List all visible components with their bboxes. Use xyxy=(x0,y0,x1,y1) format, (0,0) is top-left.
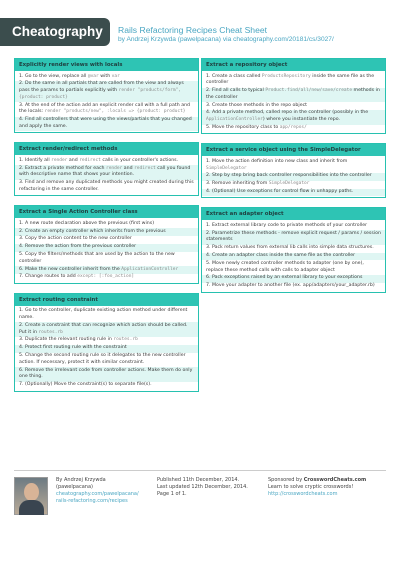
left-column xyxy=(14,58,199,401)
step-item: 5. Copy the filters/methods that are used by the action to the new controller xyxy=(19,252,175,264)
section-heading: Extract render/redirect methods xyxy=(15,143,198,155)
code-snippet: SimpleDelegator xyxy=(206,165,247,171)
code-snippet: ApplicationController xyxy=(121,266,179,272)
code-snippet: Product.find/all/new/save/create xyxy=(265,88,353,94)
step-item: 7. (Optionally) Move the constraint(s) to separate file(s). xyxy=(19,382,152,388)
section-extract-an-adapter-object xyxy=(201,207,386,292)
step-item: 6. Remove the irrelevant code from controller actions. Make them do only one thing. xyxy=(15,367,198,382)
section-heading: Extract routing constraint xyxy=(15,294,198,306)
code-snippet: ProductsRepository xyxy=(261,73,311,79)
step-item: 3. Remove inheriting from SimpleDelegator xyxy=(206,181,310,187)
step-item: 4. Remove the action from the previous controller xyxy=(15,244,198,252)
code-snippet: render "products/new", :locals => {product: product} xyxy=(44,109,186,115)
footer-updated: Last updated 12th December, 2014. xyxy=(157,484,248,490)
step-item: 7. Change routes to add except: [:foo_action] xyxy=(19,274,135,280)
section-extract-routing-constraint xyxy=(14,293,199,392)
step-item: 2. Create a constraint that can recognize which action should be called. Put it in routes.rb xyxy=(15,322,198,337)
step-item: 3. Pack return values from external lib calls into simple data structures. xyxy=(206,245,374,251)
code-snippet: redirect xyxy=(134,165,156,171)
section-heading: Extract an adapter object xyxy=(202,208,385,220)
step-item: 1. Move the action definition into new class and inherit from SimpleDelegator xyxy=(206,158,348,171)
step-item: 5. Move the repository class to app/repos/ xyxy=(206,125,307,131)
code-snippet: routes.rb xyxy=(113,337,138,343)
code-snippet: @var xyxy=(87,73,99,79)
footer-author-block xyxy=(56,477,146,505)
step-item: 5. Move newly created controller methods to adapter (one by one), replace these method calls with calls to adapter object xyxy=(206,260,364,273)
footer-page-count: Page 1 of 1. xyxy=(157,491,187,497)
code-snippet: render xyxy=(51,157,68,163)
step-item: 3. Create those methods in the repo object xyxy=(206,102,307,108)
step-item: 2. Extract a private method for each render and redirect call you found with descriptive name that shows your intention. xyxy=(15,165,198,180)
code-snippet: routes.rb xyxy=(38,329,63,335)
step-item: 2. Create an empty controller which inherits from the previous xyxy=(15,228,198,236)
step-item: 4. Create an adapter class inside the same file as the controller xyxy=(202,253,385,261)
code-snippet: ApplicationController xyxy=(206,117,263,123)
code-snippet: except: [:foo_action] xyxy=(77,274,135,280)
code-snippet: var xyxy=(111,73,120,79)
code-snippet: redirect xyxy=(79,157,101,163)
step-item: 5. Change the second routing rule so it delegates to the new controller action. If necessary, protect it with similar constraint. xyxy=(19,353,186,365)
sheet-url-link[interactable]: cheatography.com/20181/cs/3027/ xyxy=(233,36,334,43)
step-item: 3. At the end of the action add an explicit render call with a full path and the locals: render "products/new", :locals => {product: product} xyxy=(19,102,191,115)
step-item: 1. A new route declaration above the previous (first wins) xyxy=(19,220,155,226)
section-heading: Extract a Single Action Controller class xyxy=(15,206,198,218)
section-explicitly-render-views-with-locals xyxy=(14,58,199,133)
step-item: 1. Go to the controller, duplicate existing action method under different name. xyxy=(19,308,188,321)
footer-profile-link[interactable]: cheatography.com/pawelpacana/ xyxy=(56,491,139,497)
footer-sponsor-block xyxy=(268,477,386,498)
footer-sponsor-name[interactable]: CrosswordCheats.com xyxy=(303,477,367,483)
author-link[interactable]: Andrzej Krzywda (pawelpacana) xyxy=(126,36,221,43)
step-item: 2. Find all calls to typical Product.find/all/new/save/create methods in the controller xyxy=(202,88,385,103)
step-item: 6. Pack exceptions raised by an external library to your exceptions xyxy=(202,275,385,283)
via-label: via xyxy=(222,36,232,43)
right-column xyxy=(201,58,386,302)
step-item: 1. Create a class called ProductsRepository inside the same file as the controller xyxy=(206,73,375,86)
page-title: Rails Refactoring Recipes Cheat Sheet xyxy=(118,25,268,35)
footer-author-name: By Andrzej Krzywda xyxy=(56,477,106,483)
section-extract-a-service-object-using-the-simpledelegator xyxy=(201,143,386,198)
footer-site-link[interactable]: rails-refactoring.com/recipes xyxy=(56,498,128,504)
code-snippet: SimpleDelegator xyxy=(268,181,310,187)
author-avatar xyxy=(14,477,48,515)
step-item: 3. Copy the action content to the new controller xyxy=(19,236,132,242)
step-item: 4. Find all controllers that were using the views/partials that you changed and apply the same. xyxy=(15,117,198,132)
step-item: 2. Do the same in all partials that are called from the view and always pass the params to partials explicitly with render "products/form", {product: product} xyxy=(15,81,198,102)
page-footer xyxy=(14,470,386,522)
footer-dates-block xyxy=(157,477,257,498)
step-item: 3. Duplicate the relevant routing rule in routes.rb xyxy=(19,337,138,343)
footer-author-handle: (pawelpacana) xyxy=(56,484,93,490)
step-item: 4. Protect first routing rule with the constraint xyxy=(15,345,198,353)
footer-sponsor-line: Sponsored by CrosswordCheats.com xyxy=(268,477,367,483)
footer-published: Published 11th December, 2014. xyxy=(157,477,240,483)
step-item: 4. Add a private method, called repo in the controller (possibly in the ApplicationController) where you instantiate the repo. xyxy=(202,110,385,125)
section-heading: Extract a service object using the SimpleDelegator xyxy=(202,144,385,156)
page-header xyxy=(0,0,400,56)
footer-sponsor-tagline: Learn to solve cryptic crosswords! xyxy=(268,484,354,490)
code-snippet: render xyxy=(106,165,123,171)
step-item: 4. (Optional) Use exceptions for control flow in unhappy paths. xyxy=(202,189,385,197)
step-item: 1. Extract external library code to private methods of your controller xyxy=(206,222,368,228)
section-extract-a-repository-object xyxy=(201,58,386,134)
footer-sponsor-url[interactable]: http://crosswordcheats.com xyxy=(268,491,338,497)
code-snippet: render "products/form", {product: product} xyxy=(19,88,181,100)
step-item: 1. Identify all render and redirect calls in your controller's actions. xyxy=(19,157,179,163)
cheatography-logo[interactable]: Cheatography xyxy=(0,18,110,46)
by-label: by xyxy=(118,36,125,43)
section-extract-a-single-action-controller-class xyxy=(14,205,199,283)
step-item: 2. Step by step bring back controller responsibilities into the controller xyxy=(202,173,385,181)
step-item: 6. Make the new controller inherit from the ApplicationController xyxy=(15,266,198,274)
step-item: 1. Go to the view, replace all @var with var xyxy=(19,73,120,79)
step-item: 2. Parametrize these methods - remove explicit request / params / session statements xyxy=(202,230,385,245)
page-subtitle xyxy=(118,36,334,43)
step-item: 7. Move your adapter to another file (ex. app/adapters/your_adapter.rb) xyxy=(206,283,375,289)
section-extract-render-redirect-methods xyxy=(14,142,199,196)
section-heading: Extract a repository object xyxy=(202,59,385,71)
step-item: 3. Find and remove any duplicated methods you might created during this refactoring in the same controller. xyxy=(19,180,194,193)
code-snippet: app/repos/ xyxy=(279,125,307,131)
section-heading: Explicitly render views with locals xyxy=(15,59,198,71)
